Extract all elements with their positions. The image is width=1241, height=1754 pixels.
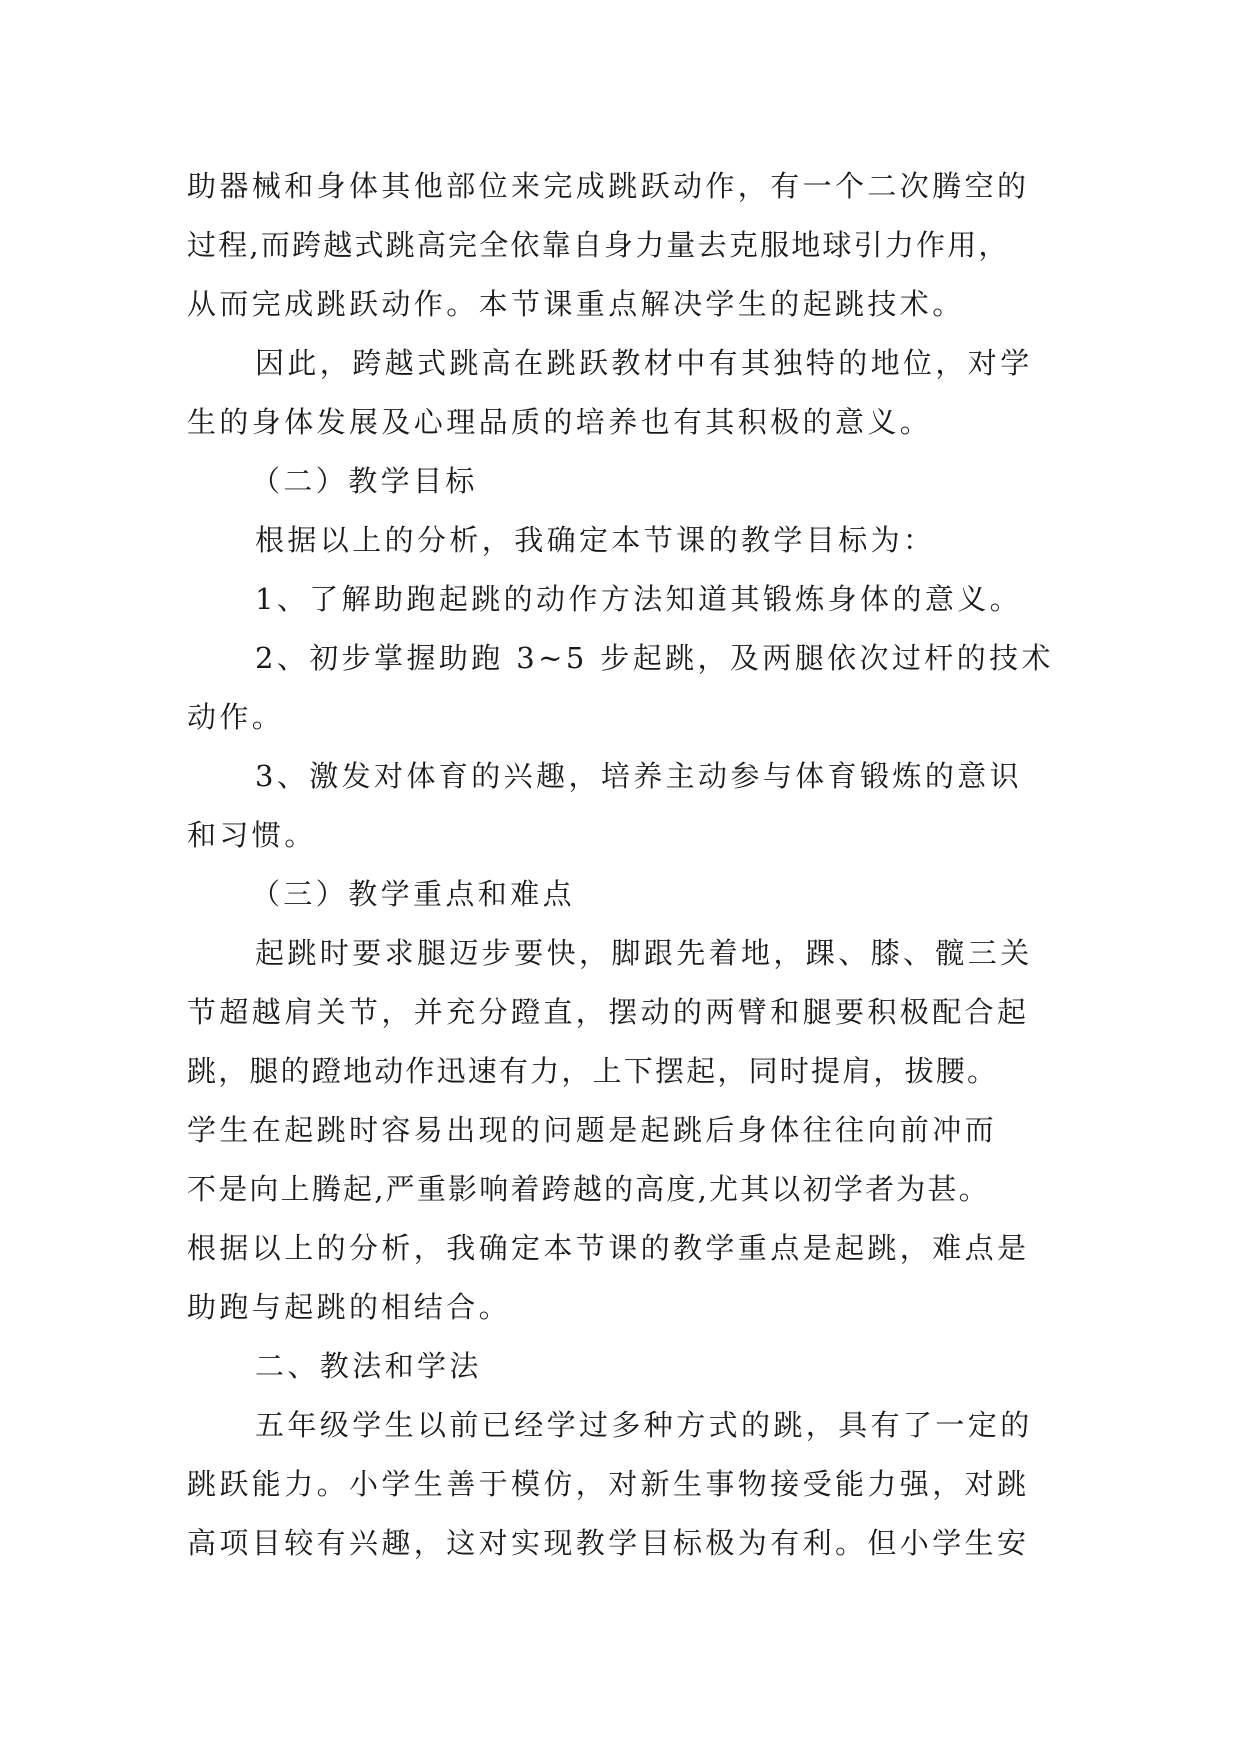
text-line: 起跳时要求腿迈步要快，脚跟先着地，踝、膝、髋三关 xyxy=(255,936,1033,970)
text-line: 根据以上的分析，我确定本节课的教学目标为： xyxy=(255,523,936,557)
section-heading: （三）教学重点和难点 xyxy=(251,877,576,911)
text-line: 不是向上腾起,严重影响着跨越的高度,尤其以初学者为甚。 xyxy=(187,1172,990,1206)
text-line: 过程,而跨越式跳高完全依靠自身力量去克服地球引力作用， xyxy=(187,228,1010,262)
section-heading: （二）教学目标 xyxy=(251,464,478,498)
text-line: 和习惯。 xyxy=(187,818,317,852)
list-item: 3、激发对体育的兴趣，培养主动参与体育锻炼的意识 xyxy=(255,759,1023,793)
text-line: 节超越肩关节，并充分蹬直，摆动的两臂和腿要积极配合起 xyxy=(187,995,1030,1029)
text-line: 跳跃能力。小学生善于模仿，对新生事物接受能力强，对跳 xyxy=(187,1467,1030,1501)
list-item: 2、初步掌握助跑 3~5 步起跳，及两腿依次过杆的技术 xyxy=(255,641,1054,675)
text-line: 根据以上的分析，我确定本节课的教学重点是起跳，难点是 xyxy=(187,1231,1030,1265)
text-line: 动作。 xyxy=(187,700,285,734)
document-body xyxy=(187,157,1067,1573)
text-line: 因此，跨越式跳高在跳跃教材中有其独特的地位，对学 xyxy=(255,346,1033,380)
text-line: 学生在起跳时容易出现的问题是起跳后身体往往向前冲而 xyxy=(187,1113,998,1147)
text-line: 助器械和身体其他部位来完成跳跃动作，有一个二次腾空的 xyxy=(187,169,1030,203)
section-heading: 二、教法和学法 xyxy=(255,1349,482,1383)
text-line: 助跑与起跳的相结合。 xyxy=(187,1290,512,1324)
text-line: 跳，腿的蹬地动作迅速有力，上下摆起，同时提肩，拔腰。 xyxy=(187,1054,999,1088)
text-line: 高项目较有兴趣，这对实现教学目标极为有利。但小学生安 xyxy=(187,1526,1030,1560)
list-item: 1、了解助跑起跳的动作方法知道其锻炼身体的意义。 xyxy=(255,582,1023,616)
text-line: 五年级学生以前已经学过多种方式的跳，具有了一定的 xyxy=(255,1408,1033,1442)
text-line: 生的身体发展及心理品质的培养也有其积极的意义。 xyxy=(187,405,933,439)
text-line: 从而完成跳跃动作。本节课重点解决学生的起跳技术。 xyxy=(187,287,965,321)
